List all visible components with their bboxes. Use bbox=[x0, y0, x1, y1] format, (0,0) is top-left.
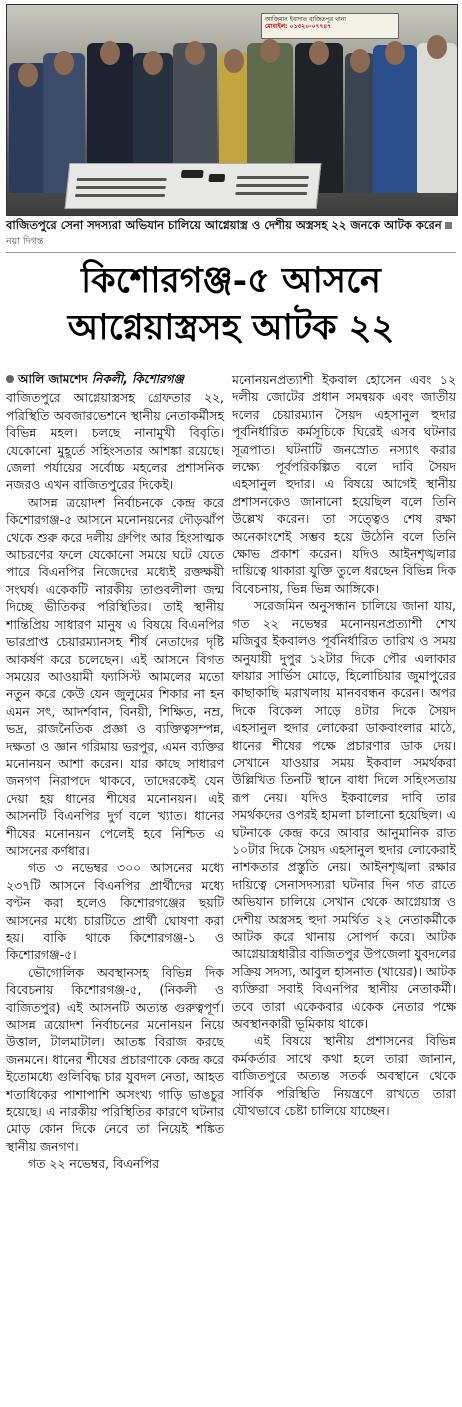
person-head bbox=[260, 39, 280, 63]
seized-weapon bbox=[236, 184, 308, 187]
person bbox=[417, 43, 457, 193]
person-head bbox=[185, 41, 205, 65]
paragraph: গত ৩ নভেম্বর ৩০০ আসনের মধ্যে ২৩৭টি আসনে বিএনপির প্রার্থীদের মধ্যে বণ্টন করা হলেও কিশোরগঞ্জের ছয়টি আসনের মধ্যে চারটিতে প্রার্থী ঘোষণা করা হয়। বাকি থাকে কিশোরগঞ্জ-১ ও কিশোরগঞ্জ-৫। bbox=[6, 860, 224, 963]
paragraph: বাজিতপুরে আগ্নেয়াস্ত্রসহ গ্রেফতার ২২, পরিস্থিতি অবজারভেশনে স্থানীয় নেতাকর্মীসহ বিভিন্ন মহল। চলছে নানামুখী বিবৃতি। যেকোনো মুহূর্তে সহিংসতার আশঙ্কা রয়েছে। জেলা পর্যায়ের সর্বোচ্চ মহলের প্রশাসনিক নজরও এখন বাজিতপুরের দিকেই। bbox=[6, 390, 224, 493]
square-bullet-icon bbox=[445, 222, 452, 229]
person-head bbox=[224, 49, 244, 73]
paragraph: মনোনয়নপ্রত্যাশী ইকবাল হোসেন এবং ১২ দলীয় জোটের প্রধান সমন্বয়ক এবং জাতীয় দলের চেয়ারম্যান সৈয়দ এহসানুল হুদার পূর্বনির্ধারিত কর্মসূচিকে ঘিরেই এসব ঘটনার সূত্রপাত। ঘটনাটি জনস্রোত নস্যাৎ করার লক্ষ্যে পূর্বপরিকল্পিত বলে দাবি সৈয়দ এহসানুল হুদার। এ বিষয়ে আগেই স্থানীয় প্রশাসনকেও জানানো হয়েছিল বলে তিনি উল্লেখ করেন। তা সত্ত্বেও শেষ রক্ষা অনেকাংশেই সম্ভব হয়ে উঠেনি বলে তিনি ক্ষোভ প্রকাশ করেন। যদিও আইনশৃঙ্খলার দায়িত্বে থাকারা যুক্তি তুলে ধরছেন বিভিন্ন দিক বিবেচনায়, ভিন্ন ভিন্ন আঙ্গিকে। bbox=[232, 372, 456, 596]
seized-pistol bbox=[208, 174, 225, 182]
headline bbox=[6, 258, 456, 352]
photo-caption bbox=[6, 218, 456, 249]
person bbox=[345, 53, 375, 193]
paragraph: সরেজমিন অনুসন্ধান চালিয়ে জানা যায়, গত ২২ নভেম্বর মনোনয়নপ্রত্যাশী শেখ মজিবুর ইকবালও পূর্বনির্ধারিত তারিখ ও সময় অনুযায়ী দুপুর ১২টার দিকে পৌর এলাকার ফায়ার সার্ভিস মোড়ে, হিলোচিয়ার জুমাপুরের কাছাকাছি মরাখলায় মানববন্ধন করেন। অপর দিকে বিকেল সাড়ে ৪টার দিকে সৈয়দ এহসানুল হুদার লোকেরা ডাকবাংলার মাঠে, ধানের শীষের পক্ষে প্রচারণার ডাক দেয়। সেখানে যাওয়ার সময় ইকবাল সমর্থকরা উল্লিখিত তিনটি স্থানে বাধা দিলে সহিংসতায় রূপ নেয়। যদিও ইকবালের দাবি তার সমর্থকদের ওপরই হামলা চালানো হয়েছিল। এ ঘটনাকে কেন্দ্র করে আবার আনুমানিক রাত ১০টার দিকে সৈয়দ এহসানুল হুদার লোকেরাই নাশকতার প্রস্তুতি নেয়। আইনশৃঙ্খলা রক্ষার দায়িত্বে সেনাসদস্যরা ঘটনার দিন গত রাতে অভিযান চালিয়ে সেখান থেকে আগ্নেয়াস্ত্র ও দেশীয় অস্ত্রসহ হুদা সমর্থিত ২২ নেতাকর্মীকে আটক করে থানায় সোপর্দ করে। আটক আগ্নেয়াস্ত্রধারীর বাজিতপুর উপজেলা যুবদলের সক্রিয় সদস্য, আবুল হাসনাত (খায়ের)। আটক ব্যক্তিরা সবাই বিএনপির স্থানীয় নেতাকর্মী। তবে তারা একেকবার একেক নেতার পক্ষে অবস্থানকারী ভূমিকায় থাকে। bbox=[232, 598, 456, 1032]
headline-line-2: আগ্নেয়াস্ত্রসহ আটক ২২ bbox=[67, 307, 395, 348]
headline-line-1: কিশোরগঞ্জ-৫ আসনে bbox=[81, 260, 381, 301]
caption-text: বাজিতপুরে সেনা সদস্যরা অভিযান চালিয়ে আগ্নেয়াস্ত্র ও দেশীয় অস্ত্রসহ ২২ জনকে আটক করেন bbox=[6, 218, 442, 232]
paragraph: আসন্ন ত্রয়োদশ নির্বাচনকে কেন্দ্র করে কিশোরগঞ্জ-৫ আসনে মনোনয়নের দৌড়ঝাঁপ থেকে শুরু করে দলীয় গ্রুপিং আর হিংসাত্মক আচরণের ফলে যেকোনো সময়ে ঘটে যেতে পারে বিএনপির নিজেদের মধ্যেই রক্তক্ষয়ী সংঘর্ষ। একেকটি নারকীয় তাণ্ডবলীলা জন্ম দিচ্ছে ভীতিকর পরিস্থিতির। তাই স্থানীয় শান্তিপ্রিয় সাধারণ মানুষ এ বিষয়ে বিএনপির ভারপ্রাপ্ত চেয়ারম্যানসহ শীর্ষ নেতাদের দৃষ্টি আকর্ষণ করে চলেছেন। এই আসনে বিগত সময়ের আওয়ামী ফ্যাসিস্ট আমলের মতো নতুন করে কেউ যেন জুলুমের শিকার না হন এমন সৎ, আদর্শবান, বিনয়ী, শিক্ষিত, নম্র, ভদ্র, রাজনৈতিক প্রজ্ঞা ও ব্যক্তিত্বসম্পন্ন, দক্ষতা ও জ্ঞান গরিমায় ভরপুর, এমন ব্যক্তির মনোনয়ন আশা করেন। যার কাছে সাধারণ জনগণ নিরাপদে থাকবে, তাদেরকেই যেন দেয়া হয় ধানের শীষের মনোনয়ন। এই আসনটি বিএনপির দুর্গ বলে খ্যাত। ধানের শীষের মনোনয়ন পেলেই হবে নিশ্চিত এ আসনের কর্ণধার। bbox=[6, 494, 224, 858]
sign-text: আজিমান ইবাদাত বাজিতপুর থানা bbox=[265, 16, 347, 23]
paragraph: এই বিষয়ে স্থানীয় প্রশাসনের বিভিন্ন কর্মকর্তার সাথে কথা হলে তারা জানান, বাজিতপুরে অত্যন্ত সতর্ক অবস্থানে থেকে সার্বিক পরিস্থিতি নিয়ন্ত্রণে রাখতে তারা যৌথভাবে চেষ্টা চালিয়ে যাচ্ছেন। bbox=[232, 1033, 456, 1119]
byline bbox=[6, 371, 224, 388]
article-column-2 bbox=[232, 371, 456, 1119]
byline-author: আলি জামশেদ bbox=[18, 372, 88, 386]
police-station-sign bbox=[261, 13, 399, 39]
person-head bbox=[427, 35, 447, 59]
byline-location: নিকলী, কিশোরগঞ্জ bbox=[91, 372, 184, 386]
person-head bbox=[54, 51, 74, 75]
seized-weapon bbox=[77, 178, 167, 181]
person-head bbox=[309, 41, 329, 65]
news-photo bbox=[6, 4, 458, 216]
person-head bbox=[350, 49, 370, 73]
sign-phone: মোবাইল: ০১৩২০-০৭৭৪৭ bbox=[265, 23, 332, 30]
person-head bbox=[143, 51, 163, 75]
article-column-1 bbox=[6, 371, 224, 1173]
bullet-icon bbox=[6, 375, 14, 383]
seized-weapon bbox=[237, 176, 309, 179]
evidence-table bbox=[65, 163, 322, 209]
person-head bbox=[18, 63, 38, 87]
caption-source: নয়া দিগন্ত bbox=[6, 236, 44, 247]
person-head bbox=[385, 41, 405, 65]
person-head bbox=[100, 41, 120, 65]
paragraph: ভৌগোলিক অবস্থানসহ বিভিন্ন দিক বিবেচনায় কিশোরগঞ্জ-৫, (নিকলী ও বাজিতপুর) এই আসনটি অত্যন্ত গুরুত্বপূর্ণ। আসন্ন ত্রয়োদশ নির্বাচনের মনোনয়ন নিয়ে উত্তাল, টালমাটাল। আতঙ্ক বিরাজ করছে জনমনে। ধানের শীষের প্রচারণাকে কেন্দ্র করে ইতোমধ্যে গুলিবিদ্ধ চার যুবদল নেতা, আহত শতাধিকের পাশাপাশি অসংখ্য গাড়ি ভাঙচুর হয়েছে। এ নারকীয় পরিস্থিতির কারণে ঘটনার মোড় কোন দিকে নেবে তা নিয়েই শঙ্কিত স্থানীয় জনগণ। bbox=[6, 964, 224, 1154]
seized-weapon bbox=[76, 186, 166, 189]
seized-pistol bbox=[181, 170, 204, 178]
person bbox=[373, 45, 417, 193]
seized-weapon bbox=[75, 194, 165, 197]
seized-weapon bbox=[235, 192, 307, 195]
paragraph: গত ২২ নভেম্বর, বিএনপির bbox=[28, 1156, 160, 1172]
divider bbox=[6, 252, 456, 253]
